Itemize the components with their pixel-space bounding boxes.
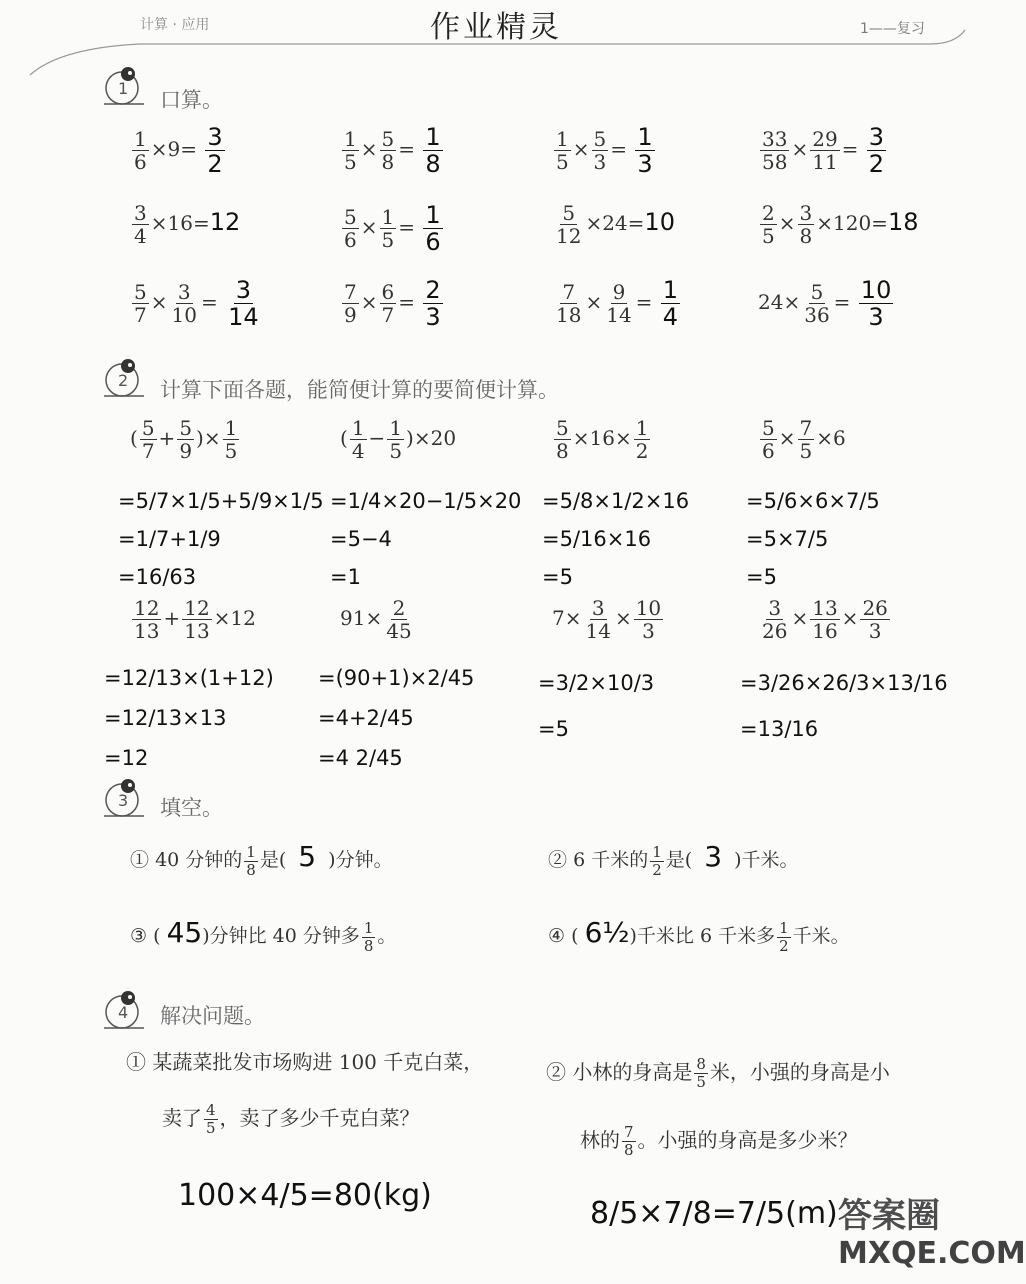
problem-1-answer: 100×4/5=80(kg) [178,1178,432,1213]
fill-q1-fd: 8 [246,860,256,879]
problem-2-text2a: 林的 [580,1128,620,1152]
fill-q1-text3: )分钟。 [328,849,393,871]
fill-q1-num: ① [130,849,150,871]
problem-1-line2 [162,1102,420,1136]
calc-line: =12/13×(1+12) [104,666,274,690]
calc-5-work [104,658,274,778]
calc-line: =3/2×10/3 [538,671,655,695]
calc-line: =5/7×1/5+5/9×1/5 [118,489,324,513]
calc-1-work [118,482,324,596]
calc-line: =4+2/45 [318,706,414,730]
problem-2-fd2: 8 [624,1141,634,1159]
fill-q4 [548,916,850,954]
fill-q3 [130,916,396,954]
calc-5-question: $\frac{12}{13}$ + $\frac{12}{13}$ ×12 [134,596,256,643]
header-category: 计算 · 应用 [140,17,210,33]
svg-text:2: 2 [118,371,129,390]
header-brand: 作业精灵 [430,10,562,45]
oral-10: $\frac{7}{9}$ × $\frac{6}{7}$ = $\frac{2}{3}$ [344,276,441,331]
header-curve [0,0,1000,80]
calc-line: =4 2/45 [318,746,403,770]
fill-q2-fd: 2 [652,860,662,879]
oral-12: 24× $\frac{5}{36}$ = $\frac{10}{3}$ [758,276,892,331]
fill-q4-text3: 千米。 [792,925,850,947]
calc-4-work [746,482,880,596]
section-3-title: 填空。 [160,796,223,820]
oral-7: $\frac{5}{12}$ ×24=10 [556,201,675,248]
oral-11: $\frac{7}{18}$ × $\frac{9}{14}$ = $\frac{1}{4}$ [556,276,679,331]
problem-2-text2b: 。小强的身高是多少米？ [637,1128,858,1152]
calc-line: =12/13×13 [104,706,227,730]
problem-1-num: ① [126,1050,146,1074]
calc-3-work [542,482,689,596]
fill-q2-num: ② [548,849,568,871]
svg-text:1: 1 [118,79,129,98]
calc-4-question: $\frac{5}{6}$ × $\frac{7}{5}$ ×6 [762,416,846,463]
problem-1-line1 [126,1046,483,1075]
oral-4: $\frac{33}{58}$ × $\frac{29}{11}$ = $\frac{3}{2}$ [762,123,885,178]
section-1-marker [100,64,148,114]
calc-line: =5 [746,565,777,589]
oral-3: $\frac{1}{5}$ × $\frac{5}{3}$ = $\frac{1}{3}$ [556,123,653,178]
fill-q2-text1: 6 千米的 [573,849,649,871]
bird-icon [100,776,148,822]
problem-2-fd: 5 [696,1073,706,1091]
calc-2-work [330,482,521,596]
oral-9: $\frac{5}{7}$ × $\frac{3}{10}$ = $\frac{3}{14}$ [134,276,259,331]
oral-1: $\frac{1}{6}$ ×9= $\frac{3}{2}$ [134,123,223,178]
oral-8: $\frac{2}{5}$ × $\frac{3}{8}$ ×120=18 [762,201,919,248]
oral-6: $\frac{5}{6}$ × $\frac{1}{5}$ = $\frac{1}{6}$ [344,201,441,256]
fill-q2-text3: )千米。 [734,849,799,871]
section-2-title: 计算下面各题，能简便计算的要简便计算。 [160,378,559,402]
fill-q4-fd: 2 [779,936,789,955]
calc-line: =5 [538,717,569,741]
watermark-logo: 答案圈 [838,1196,940,1236]
fill-q4-text1: ( [571,925,579,947]
calc-line: =5×7/5 [746,527,829,551]
fill-q4-text2: )千米比 6 千米多 [629,925,776,947]
section-1-title: 口算。 [160,88,223,112]
calc-8-work [740,660,948,752]
bird-icon [100,64,148,110]
calc-line: =5/8×1/2×16 [542,489,690,513]
fill-q3-fd: 8 [363,936,374,955]
problem-2-fn: 8 [696,1055,706,1073]
svg-text:3: 3 [118,791,129,810]
section-3-marker [100,776,148,826]
calc-line: =5/6×6×7/5 [746,489,880,513]
section-4-marker [100,988,148,1038]
calc-line: =16/63 [118,565,197,589]
fill-q3-num: ③ [130,925,148,947]
problem-1-fd: 5 [206,1119,216,1137]
fill-q2-answer: 3 [704,840,723,873]
fill-q1-text1: 40 分钟的 [155,849,243,871]
calc-line: =5 [542,565,573,589]
fill-q3-answer: 45 [166,916,203,949]
calc-6-work [318,658,474,778]
problem-2-answer: 8/5×7/8=7/5(m) [590,1196,838,1231]
bird-icon [100,988,148,1034]
calc-8-question: $\frac{3}{26}$ × $\frac{13}{16}$ × $\frac{26}{3}$ [762,596,888,643]
bird-icon [100,356,148,402]
fill-q4-answer: 6½ [584,916,630,949]
fill-q3-fn: 1 [363,918,374,937]
oral-5: $\frac{3}{4}$ ×16=12 [134,201,241,248]
fill-q3-text1: ( [153,925,161,947]
header-unit: 1——复习 [860,21,925,37]
calc-7-work [538,660,654,752]
fill-q1 [130,840,393,878]
svg-text:4: 4 [118,1003,129,1022]
calc-line: =13/16 [740,717,819,741]
fill-q4-num: ④ [548,925,566,947]
oral-2: $\frac{1}{5}$ × $\frac{5}{8}$ = $\frac{1}{8}$ [344,123,441,178]
section-2-marker [100,356,148,406]
problem-2-line2 [580,1124,858,1158]
calc-line: =1/4×20−1/5×20 [330,489,522,513]
fill-q2 [548,840,799,878]
problem-1-fn: 4 [206,1101,216,1119]
calc-line: =5−4 [330,527,392,551]
calc-line: =3/26×26/3×13/16 [740,671,948,695]
calc-3-question: $\frac{5}{8}$ ×16× $\frac{1}{2}$ [556,416,649,463]
problem-2-fn2: 7 [624,1123,634,1141]
calc-2-question: ( $\frac{1}{4}$ − $\frac{1}{5}$ )×20 [340,416,457,463]
fill-q1-answer: 5 [298,840,317,873]
fill-q3-text2: )分钟比 40 分钟多 [202,925,360,947]
problem-1-text1: 某蔬菜批发市场购进 100 千克白菜， [152,1050,484,1074]
fill-q1-text2: 是( [259,849,287,871]
calc-6-question: 91× $\frac{2}{45}$ [340,596,412,643]
fill-q2-fn: 1 [652,842,662,861]
section-4-title: 解决问题。 [160,1004,265,1028]
fill-q4-fn: 1 [779,918,789,937]
fill-q1-fn: 1 [246,842,256,861]
calc-7-question: 7× $\frac{3}{14}$ × $\frac{10}{3}$ [552,596,662,643]
problem-1-text2b: ，卖了多少千克白菜？ [219,1106,420,1130]
calc-line: =12 [104,746,149,770]
problem-2-text1a: 小林的身高是 [572,1060,693,1084]
calc-line: =1 [330,565,361,589]
fill-q3-text3: 。 [377,925,397,947]
problem-2-num: ② [546,1060,566,1084]
problem-2-line1 [546,1056,890,1090]
calc-line: =(90+1)×2/45 [318,666,475,690]
fill-q2-text2: 是( [665,849,693,871]
calc-1-question: ( $\frac{5}{7}$ + $\frac{5}{9}$ )× $\frac{1}{5}$ [130,416,238,463]
calc-line: =1/7+1/9 [118,527,221,551]
watermark-site: MXQE.COM [838,1236,1026,1271]
problem-1-text2a: 卖了 [162,1106,202,1130]
problem-2-text1b: 米，小强的身高是小 [709,1060,890,1084]
calc-line: =5/16×16 [542,527,652,551]
